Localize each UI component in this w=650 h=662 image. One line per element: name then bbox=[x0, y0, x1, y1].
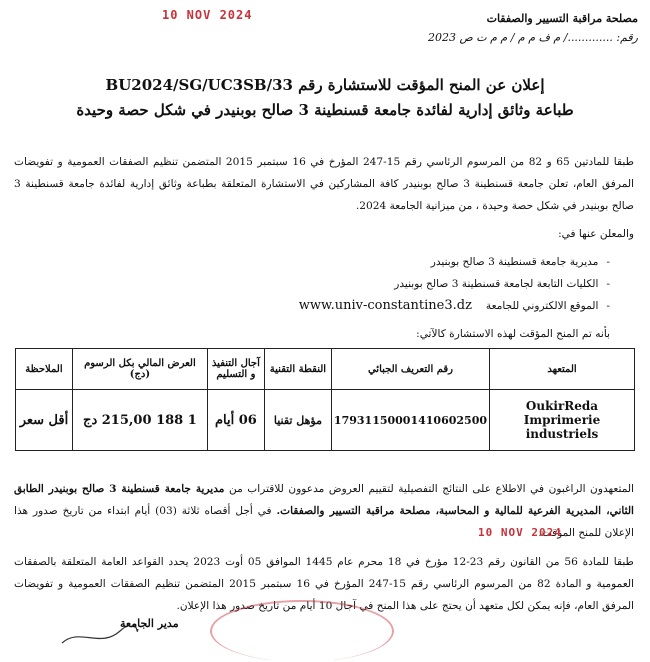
award-intro: بأنه تم المنح المؤقت لهذه الاستشارة كالآتي: bbox=[416, 328, 610, 340]
cell-tax-id: 17931150001410602500 bbox=[331, 390, 489, 451]
table-row bbox=[16, 390, 635, 451]
appeal-paragraph: طبقا للمادة 56 من القانون رقم 23-12 مؤرخ في 18 محرم عام 1445 الموافق 05 أوت 2023 يحدد القواعد العامة المتعلقة بالصفقات العمومية و المادة 82 من المرسوم الرئاسي رقم 15-247 المؤرخ في 16 سبتمبر 2015 المتضمن تنظيم الصفقات العمومية و تفويضات المرفق العام، فإنه يمكن لكل متعهد أن يحتج على هذا المنح في آجال 10 أيام من تاريخ صدور هذا الإعلان. bbox=[14, 556, 634, 612]
announced-at-label: والمعلن عنها في: bbox=[558, 228, 634, 240]
header-financial: العرض المالي بكل الرسوم (دج) bbox=[72, 349, 207, 390]
header-note: الملاحظة bbox=[16, 349, 73, 390]
consultation-paragraph: المتعهدون الراغبون في الاطلاع على النتائج التفصيلية لتقييم العروض مدعوون للاقتراب من مديرية جامعة قسنطينة 3 صالح بوبنيدر الطابق الثاني، المديرية الفرعية للمالية و المحاسبة، مصلحة مراقبة التسيير والصفقات. في أجل أقصاه ثلاثة (03) أيام ابتداء من تاريخ صدور هذا الإعلان للمنح المؤقت. bbox=[14, 483, 635, 539]
announcement-title: إعلان عن المنح المؤقت للاستشارة رقم BU2024/SG/UC3SB/33 bbox=[105, 76, 545, 94]
legal-basis-paragraph: طبقا للمادتين 65 و 82 من المرسوم الرئاسي رقم 15-247 المؤرخ في 16 سبتمبر 2015 المتضمن تنظيم الصفقات العمومية و تفويضات المرفق العام، تعلن جامعة قسنطينة 3 صالح بوبنيدر كافة المشاركين في الاستشارة المتعلقة بطباعة وثائق إدارية لفائدة جامعة قسنطينة 3 صالح بوبنيدر في شكل حصة وحيدة ، من ميزانية الجامعة 2024. bbox=[14, 156, 635, 212]
announcement-subtitle: طباعة وثائق إدارية لفائدة جامعة قسنطينة 3 صالح بوبنيدر في شكل حصة وحيدة bbox=[76, 101, 574, 119]
cell-bidder bbox=[490, 390, 635, 451]
header-tax-id: رقم التعريف الجبائي bbox=[331, 349, 489, 390]
list-item: - الموقع الالكتروني للجامعةwww.univ-constantine3.dz bbox=[299, 295, 610, 317]
consultation-location: مديرية جامعة قسنطينة 3 صالح بوبنيدر الطابق الثاني، المديرية الفرعية للمالية و المحاسبة، مصلحة مراقبة التسيير والصفقات. bbox=[14, 483, 635, 517]
header-delivery: آجال التنفيذ و التسليم bbox=[207, 349, 264, 390]
signature-title: مدير الجامعة bbox=[120, 617, 179, 630]
cell-note: أقل سعر bbox=[16, 390, 73, 451]
cell-financial: 1 188 215,00 دج bbox=[72, 390, 207, 451]
list-item: - مديرية جامعة قسنطينة 3 صالح بوبنيدر bbox=[299, 251, 610, 273]
cell-delivery: 06 أيام bbox=[207, 390, 264, 451]
publication-places-list bbox=[299, 251, 610, 317]
bidder-company: Imprimerie industriels bbox=[523, 413, 601, 441]
website-link[interactable]: www.univ-constantine3.dz bbox=[298, 298, 472, 313]
reference-number: رقم: ............./ م ف م م / م م ت ص 2023 bbox=[427, 31, 638, 44]
official-seal bbox=[210, 600, 394, 662]
list-item: - الكليات التابعة لجامعة قسنطينة 3 صالح بوبنيدر bbox=[299, 273, 610, 295]
table-header-row bbox=[16, 349, 635, 390]
service-name: مصلحة مراقبة التسيير والصفقات bbox=[486, 12, 638, 25]
bidder-name: OukirReda bbox=[525, 399, 599, 413]
award-table bbox=[15, 348, 635, 451]
header-bidder: المتعهد bbox=[490, 349, 635, 390]
date-stamp: 10 NOV 2024 bbox=[162, 8, 253, 22]
header-technical: النقطة التقنية bbox=[264, 349, 331, 390]
date-stamp-inline: 10 NOV 2024 bbox=[478, 526, 562, 539]
cell-technical: مؤهل تقنيا bbox=[264, 390, 331, 451]
